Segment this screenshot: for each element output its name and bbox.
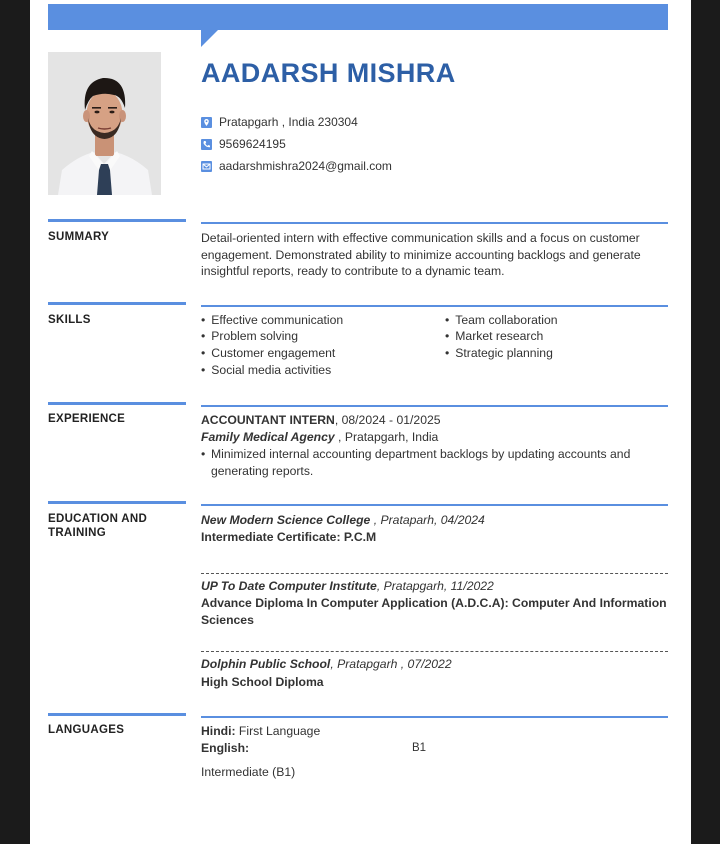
summary-divider-left — [48, 219, 186, 222]
company-name: Family Medical Agency — [201, 430, 335, 444]
school-name: New Modern Science College — [201, 513, 371, 527]
summary-text: Detail-oriented intern with effective communication skills and a focus on customer engagement. Demonstrated ability to minimize accounting backlogs and generate insightful reports, ready to contribute to a dynamic team. — [201, 231, 641, 278]
language-hindi-value: First Language — [235, 724, 321, 738]
job-dates: , 08/2024 - 01/2025 — [334, 413, 441, 427]
skills-divider-left — [48, 302, 186, 305]
language-hindi-label: Hindi: — [201, 724, 236, 738]
education-entry-2-degree: Advance Diploma In Computer Application (A.D.C.A): Computer And Information Sciences — [201, 596, 667, 627]
education-heading-line2: TRAINING — [48, 527, 106, 539]
experience-bullet — [201, 446, 668, 479]
experience-role-line — [201, 412, 668, 429]
address-text: Pratapgarh , India 230304 — [219, 115, 358, 129]
skill-item: • Strategic planning — [445, 346, 553, 360]
language-english-level: B1 — [412, 742, 427, 754]
address-line — [201, 114, 358, 130]
skill-item: • Customer engagement — [201, 346, 335, 360]
education-separator — [201, 573, 668, 574]
school-name: Dolphin Public School — [201, 657, 331, 671]
education-entry-1-degree: Intermediate Certificate: P.C.M — [201, 530, 377, 544]
experience-divider — [201, 405, 668, 407]
education-heading — [48, 512, 147, 540]
skill-item: • Problem solving — [201, 329, 298, 343]
skill-item: • Team collaboration — [445, 313, 558, 327]
education-divider-left — [48, 501, 186, 504]
skills-heading: SKILLS — [48, 314, 91, 326]
email-text: aadarshmishra2024@gmail.com — [219, 159, 392, 173]
language-english-label: English: — [201, 741, 250, 755]
location-pin-icon — [201, 117, 212, 128]
education-entry-3-school-line — [201, 656, 668, 673]
school-meta: , Prataparh, 04/2024 — [370, 513, 485, 527]
skill-item: • Effective communication — [201, 313, 343, 327]
phone-line — [201, 136, 286, 152]
school-name: UP To Date Computer Institute — [201, 579, 377, 593]
school-meta: , Pratapgarh , 07/2022 — [330, 657, 452, 671]
phone-icon — [201, 139, 212, 150]
bullet-dot: • — [201, 447, 206, 461]
languages-divider-left — [48, 713, 186, 716]
summary-divider — [201, 222, 668, 224]
language-hindi — [201, 723, 668, 740]
experience-bullet-text: Minimized internal accounting department backlogs by updating accounts and generating reports. — [211, 447, 631, 478]
education-heading-line1: EDUCATION AND — [48, 513, 148, 525]
email-line — [201, 158, 392, 174]
phone-text: 9569624195 — [219, 137, 286, 151]
education-entry-1-school-line — [201, 512, 668, 529]
education-separator — [201, 651, 668, 652]
resume-page — [30, 0, 691, 844]
header-band-notch — [201, 30, 218, 47]
education-entry-3-degree: High School Diploma — [201, 675, 324, 689]
school-meta: , Pratapgarh, 11/2022 — [376, 579, 494, 593]
skill-item: • Social media activities — [201, 363, 331, 377]
experience-heading: EXPERIENCE — [48, 413, 126, 425]
education-entry-2-school-line — [201, 578, 668, 595]
languages-heading: LANGUAGES — [48, 724, 125, 736]
candidate-name: AADARSH MISHRA — [201, 58, 456, 88]
skill-item: • Market research — [445, 329, 543, 343]
summary-heading: SUMMARY — [48, 231, 110, 243]
education-divider — [201, 504, 668, 506]
language-english-desc: Intermediate (B1) — [201, 765, 296, 779]
mail-icon — [201, 161, 212, 172]
languages-divider — [201, 716, 668, 718]
experience-divider-left — [48, 402, 186, 405]
company-location: , Pratapgarh, India — [334, 430, 439, 444]
skills-divider — [201, 305, 668, 307]
experience-company-line — [201, 429, 668, 446]
job-title: ACCOUNTANT INTERN — [201, 413, 335, 427]
header-band — [48, 4, 668, 30]
profile-photo — [48, 52, 161, 195]
